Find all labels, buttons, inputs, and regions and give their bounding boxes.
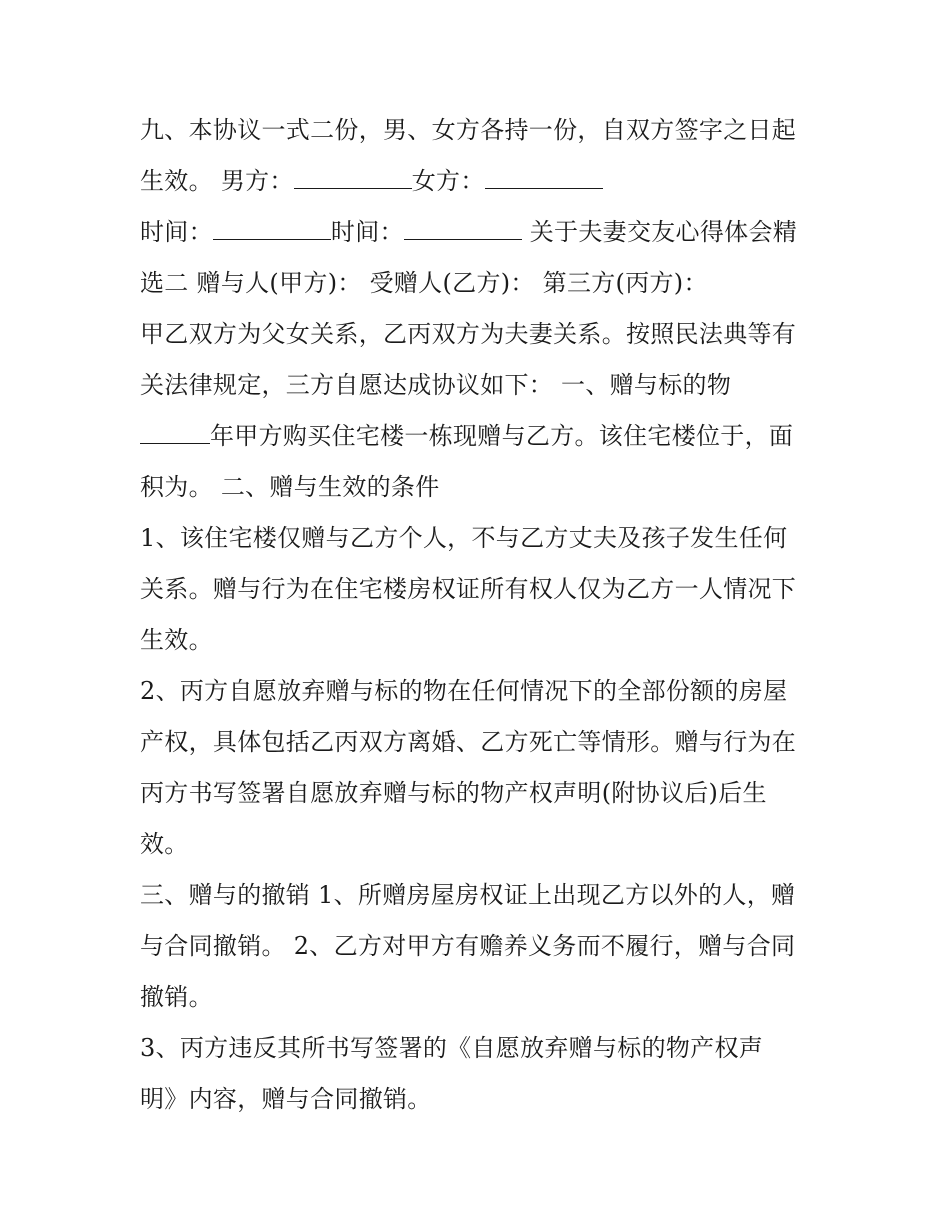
text-line: 积为。 二、赠与生效的条件	[140, 473, 440, 501]
document-page	[140, 105, 820, 1125]
text-line: 甲乙双方为父女关系，乙丙双方为夫妻关系。按照民法典等有	[140, 320, 797, 348]
wife-signature-blank	[485, 166, 603, 189]
text-line: 明》内容，赠与合同撤销。	[140, 1085, 432, 1113]
text-line: 产权，具体包括乙丙双方离婚、乙方死亡等情形。赠与行为在	[140, 728, 797, 756]
text-line: 3、丙方违反其所书写签署的《自愿放弃赠与标的物产权声	[140, 1034, 764, 1062]
text-line: 九、本协议一式二份，男、女方各持一份，自双方签字之日起	[140, 116, 797, 144]
text-line: 2、丙方自愿放弃赠与标的物在任何情况下的全部份额的房屋	[140, 677, 788, 705]
text-line: 1、该住宅楼仅赠与乙方个人，不与乙方丈夫及孩子发生任何	[140, 524, 788, 552]
label-wife: 女方：	[411, 167, 485, 195]
title-continuation: 关于夫妻交友心得体会精	[521, 218, 798, 246]
text-line: 选二 赠与人(甲方)： 受赠人(乙方)： 第三方(丙方)：	[140, 269, 708, 297]
signature-line-parties	[140, 156, 820, 207]
text-line: 关法律规定，三方自愿达成协议如下： 一、赠与标的物	[140, 371, 732, 399]
date-blank-2	[404, 217, 522, 240]
signature-line-dates	[140, 207, 820, 258]
text-line: 与合同撤销。 2、乙方对甲方有赡养义务而不履行，赠与合同	[140, 932, 796, 960]
year-blank	[140, 421, 210, 444]
label-husband: 生效。 男方：	[140, 167, 294, 195]
text-line: 丙方书写签署自愿放弃赠与标的物产权声明(附协议后)后生	[140, 779, 767, 807]
text-line: 生效。	[140, 626, 213, 654]
text-line: 关系。赠与行为在住宅楼房权证所有权人仅为乙方一人情况下	[140, 575, 797, 603]
text-line: 撤销。	[140, 983, 213, 1011]
text-line: 效。	[140, 830, 189, 858]
label-date-2: 时间：	[330, 218, 404, 246]
date-blank-1	[213, 217, 331, 240]
purchase-text: 年甲方购买住宅楼一栋现赠与乙方。该住宅楼位于，面	[210, 422, 794, 450]
purchase-year-line	[140, 411, 820, 462]
husband-signature-blank	[294, 166, 412, 189]
label-date-1: 时间：	[140, 218, 213, 246]
text-line: 三、赠与的撤销 1、所赠房屋房权证上出现乙方以外的人，赠	[140, 881, 796, 909]
